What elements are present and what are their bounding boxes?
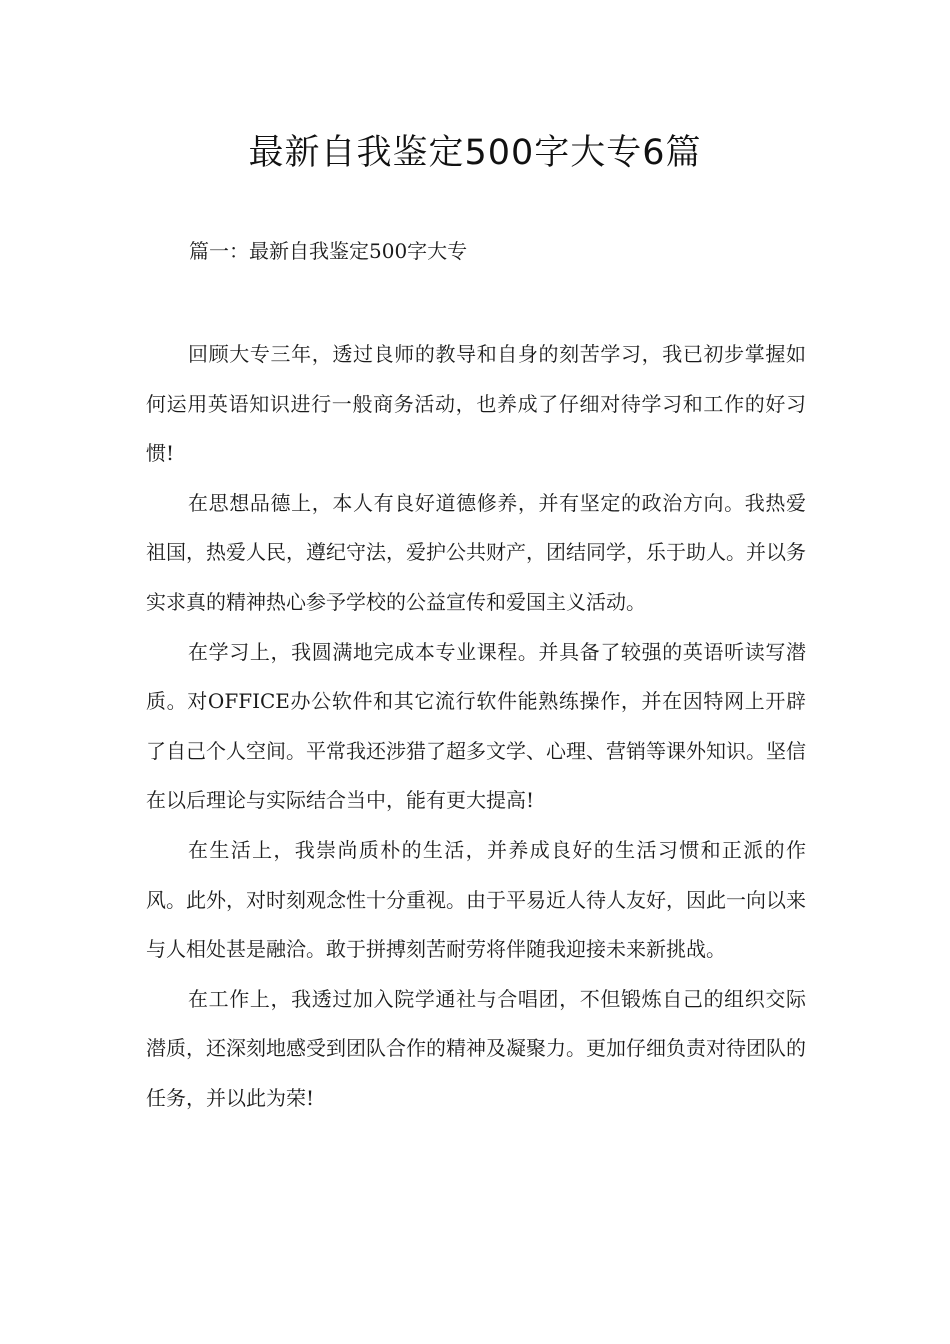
section-heading: 篇一：最新自我鉴定500字大专 <box>189 239 468 263</box>
paragraph-review: 回顾大专三年，透过良师的教导和自身的刻苦学习，我已初步掌握如何运用英语知识进行一般商务活动，也养成了仔细对待学习和工作的好习惯! <box>146 342 806 466</box>
paragraph-ideology: 在思想品德上，本人有良好道德修养，并有坚定的政治方向。我热爱祖国，热爱人民，遵纪守法，爱护公共财产，团结同学，乐于助人。并以务实求真的精神热心参予学校的公益宣传和爱国主义活动。 <box>146 490 806 614</box>
paragraph-life: 在生活上，我崇尚质朴的生活，并养成良好的生活习惯和正派的作风。此外，对时刻观念性十分重视。由于平易近人待人友好，因此一向以来与人相处甚是融洽。敢于拼搏刻苦耐劳将伴随我迎接未来新挑战。 <box>146 837 806 962</box>
paragraph-work: 在工作上，我透过加入院学通社与合唱团，不但锻炼自己的组织交际潜质，还深刻地感受到团队合作的精神及凝聚力。更加仔细负责对待团队的任务，并以此为荣! <box>146 986 806 1110</box>
paragraph-study: 在学习上，我圆满地完成本专业课程。并具备了较强的英语听读写潜质。对OFFICE办公软件和其它流行软件能熟练操作，并在因特网上开辟了自己个人空间。平常我还涉猎了超多文学、心理、营销等课外知识。坚信在以后理论与实际结合当中，能有更大提高! <box>146 639 806 813</box>
document-body <box>146 330 806 1124</box>
document-title: 最新自我鉴定500字大专6篇 <box>248 133 702 173</box>
